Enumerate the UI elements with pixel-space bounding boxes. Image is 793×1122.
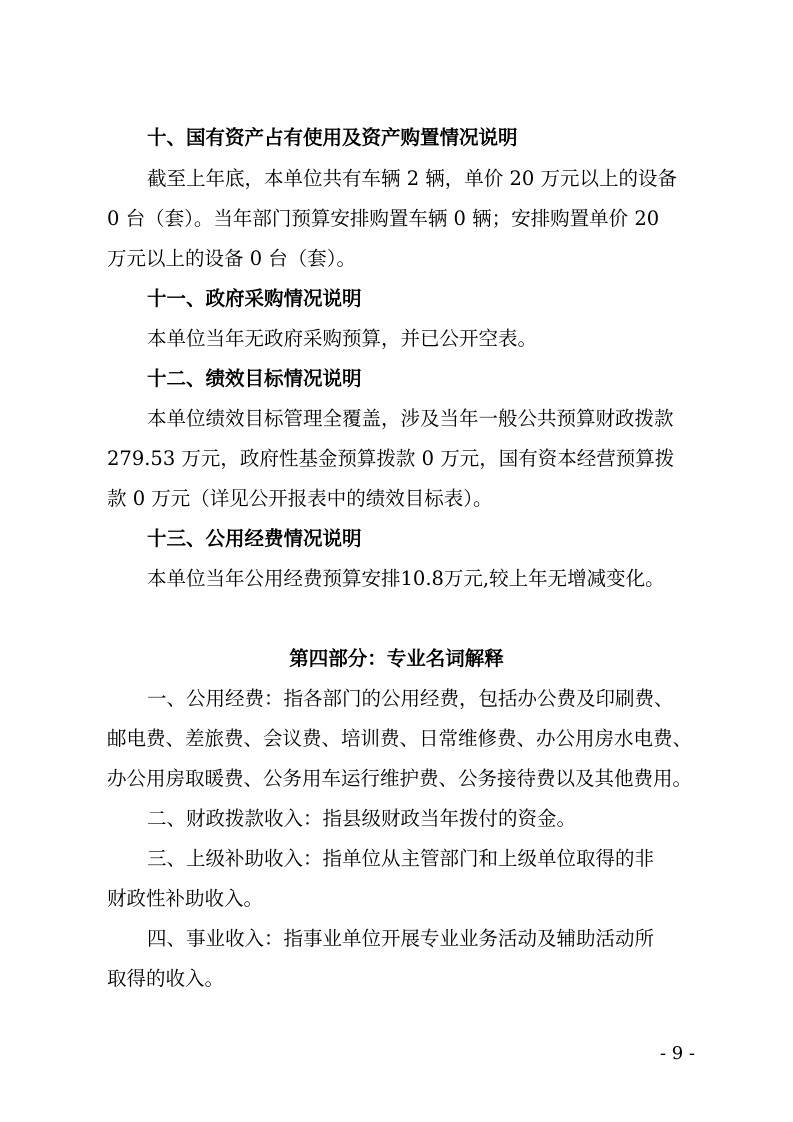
page-number: - 9 - (659, 1043, 695, 1064)
section-13-line-1: 本单位当年公用经费预算安排10.8万元,较上年无增减变化。 (147, 567, 665, 590)
section-10-line-3: 万元以上的设备 0 台（套）。 (107, 247, 357, 270)
term-1-line-3: 办公用房取暖费、公务用车运行维护费、公务接待费以及其他费用。 (107, 767, 693, 790)
section-10-line-1: 截至上年底，本单位共有车辆 2 辆，单价 20 万元以上的设备 (147, 167, 678, 190)
term-2-line-1: 二、财政拨款收入：指县级财政当年拨付的资金。 (147, 807, 577, 830)
section-12-heading: 十二、绩效目标情况说明 (147, 367, 362, 390)
section-10-heading: 十、国有资产占有使用及资产购置情况说明 (147, 126, 518, 149)
term-1-line-1: 一、公用经费：指各部门的公用经费，包括办公费及印刷费、 (147, 687, 674, 710)
term-1-line-2: 邮电费、差旅费、会议费、培训费、日常维修费、办公用房水电费、 (107, 727, 693, 750)
term-4-line-2: 取得的收入。 (107, 967, 225, 990)
section-12-line-2: 279.53 万元，政府性基金预算拨款 0 万元，国有资本经营预算拨 (107, 447, 675, 470)
section-11-heading: 十一、政府采购情况说明 (147, 287, 362, 310)
part-4-title: 第四部分：专业名词解释 (289, 647, 504, 670)
section-11-line-1: 本单位当年无政府采购预算，并已公开空表。 (147, 327, 538, 350)
term-3-line-1: 三、上级补助收入：指单位从主管部门和上级单位取得的非 (147, 847, 655, 870)
section-10-line-2: 0 台（套）。当年部门预算安排购置车辆 0 辆；安排购置单价 20 (107, 207, 660, 230)
section-12-line-3: 款 0 万元（详见公开报表中的绩效目标表）。 (107, 487, 493, 510)
term-4-line-1: 四、事业收入：指事业单位开展专业业务活动及辅助活动所 (147, 927, 655, 950)
section-12-line-1: 本单位绩效目标管理全覆盖，涉及当年一般公共预算财政拨款 (147, 407, 674, 430)
section-13-heading: 十三、公用经费情况说明 (147, 527, 362, 550)
term-3-line-2: 财政性补助收入。 (107, 887, 264, 910)
